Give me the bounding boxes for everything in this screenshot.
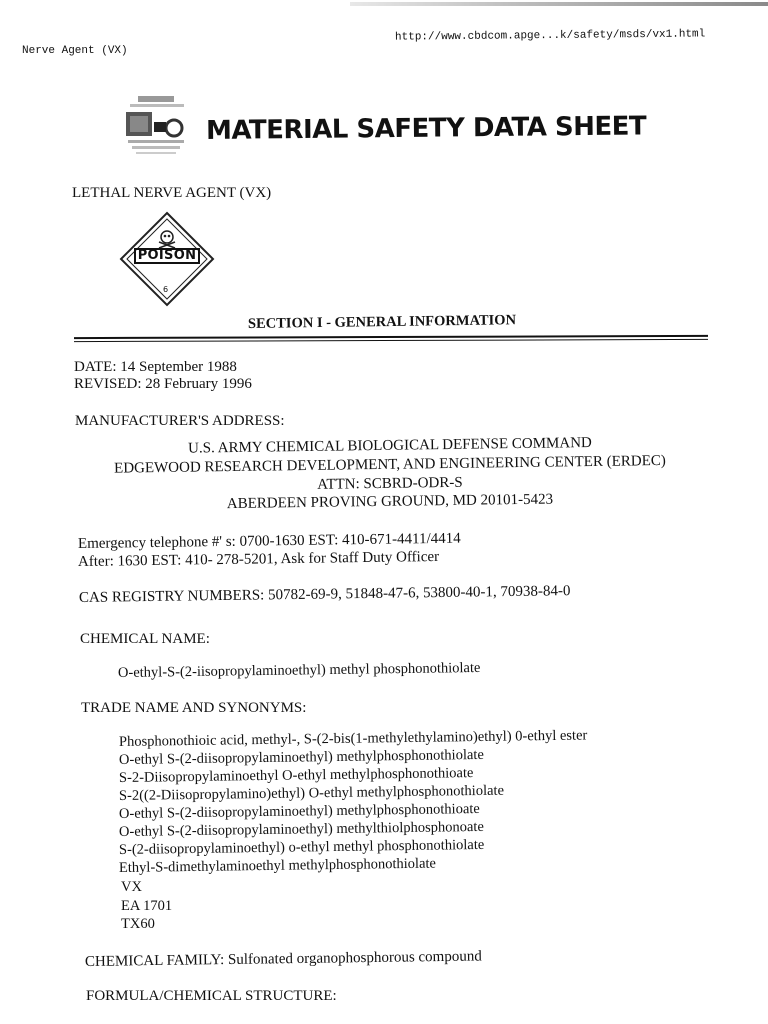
address-line-4: ABERDEEN PROVING GROUND, MD 20101-5423	[226, 491, 554, 513]
page-header-left: Nerve Agent (VX)	[22, 45, 128, 57]
synonym-item: O-ethyl S-(2-diisopropylaminoethyl) methylphosphonothioate	[118, 800, 480, 822]
chemical-family	[85, 948, 482, 971]
synonym-item: VX	[121, 879, 142, 895]
document-title: MATERIAL SAFETY DATA SHEET	[205, 111, 647, 146]
synonym-item: O-ethyl S-(2-diisopropylaminoethyl) methylthiolphosphonoate	[118, 818, 484, 840]
revised-line: REVISED: 28 February 1996	[74, 376, 252, 392]
placard-label: POISON	[137, 248, 197, 263]
emergency-phone: Emergency telephone #' s: 0700-1630 EST: 410-671-4411/4414	[77, 530, 461, 552]
synonym-item: Ethyl-S-dimethylaminoethyl methylphosphonothiolate	[118, 855, 437, 876]
page-header-url: http://www.cbdcom.apge...k/safety/msds/vx1.html	[394, 28, 706, 44]
manufacturer-label: MANUFACTURER'S ADDRESS:	[75, 413, 285, 429]
chemical-family-label: CHEMICAL FAMILY:	[84, 952, 225, 970]
synonym-item: S-2((2-Diisopropylamino)ethyl) O-ethyl methylphosphonothiolate	[118, 782, 505, 804]
formula-label: FORMULA/CHEMICAL STRUCTURE:	[86, 988, 337, 1004]
address-line-3: ATTN: SCBRD-ODR-S	[317, 474, 463, 493]
synonym-item: O-ethyl S-(2-diisopropylaminoethyl) methylphosphonothiolate	[118, 746, 484, 768]
section-divider-thin	[74, 339, 708, 342]
synonym-item: S-(2-diisopropylaminoethyl) o-ethyl methyl phosphonothiolate	[118, 836, 485, 858]
chemical-family-value: Sulfonated organophosphorous compound	[227, 948, 482, 969]
cas-registry-numbers: CAS REGISTRY NUMBERS: 50782-69-9, 51848-47-6, 53800-40-1, 70938-84-0	[78, 583, 571, 606]
erdec-logo-icon	[124, 94, 190, 156]
date-line: DATE: 14 September 1988	[74, 359, 237, 375]
address-line-1: U.S. ARMY CHEMICAL BIOLOGICAL DEFENSE COMMAND	[187, 434, 592, 457]
placard-class-number: 6	[163, 285, 169, 294]
document-subtitle: LETHAL NERVE AGENT (VX)	[72, 185, 272, 201]
synonym-item: TX60	[121, 916, 155, 932]
address-line-2: EDGEWOOD RESEARCH DEVELOPMENT, AND ENGINEERING CENTER (ERDEC)	[113, 452, 666, 477]
synonym-item: Phosphonothioic acid, methyl-, S-(2-bis(1-methylethylamino)ethyl) 0-ethyl ester	[118, 727, 588, 750]
scan-artifact	[350, 2, 768, 6]
chemical-name: O-ethyl-S-(2-iisopropylaminoethyl) methyl phosphonothiolate	[117, 659, 481, 681]
poison-placard	[119, 211, 215, 307]
synonym-item: EA 1701	[121, 898, 173, 914]
after-hours-phone: After: 1630 EST: 410- 278-5201, Ask for Staff Duty Officer	[77, 548, 440, 570]
trade-name-label: TRADE NAME AND SYNONYMS:	[81, 700, 307, 716]
section-heading: SECTION I - GENERAL INFORMATION	[247, 312, 517, 332]
synonym-item: S-2-Diisopropylaminoethyl O-ethyl methylphosphonothioate	[118, 765, 474, 786]
chemical-name-label: CHEMICAL NAME:	[80, 631, 210, 647]
